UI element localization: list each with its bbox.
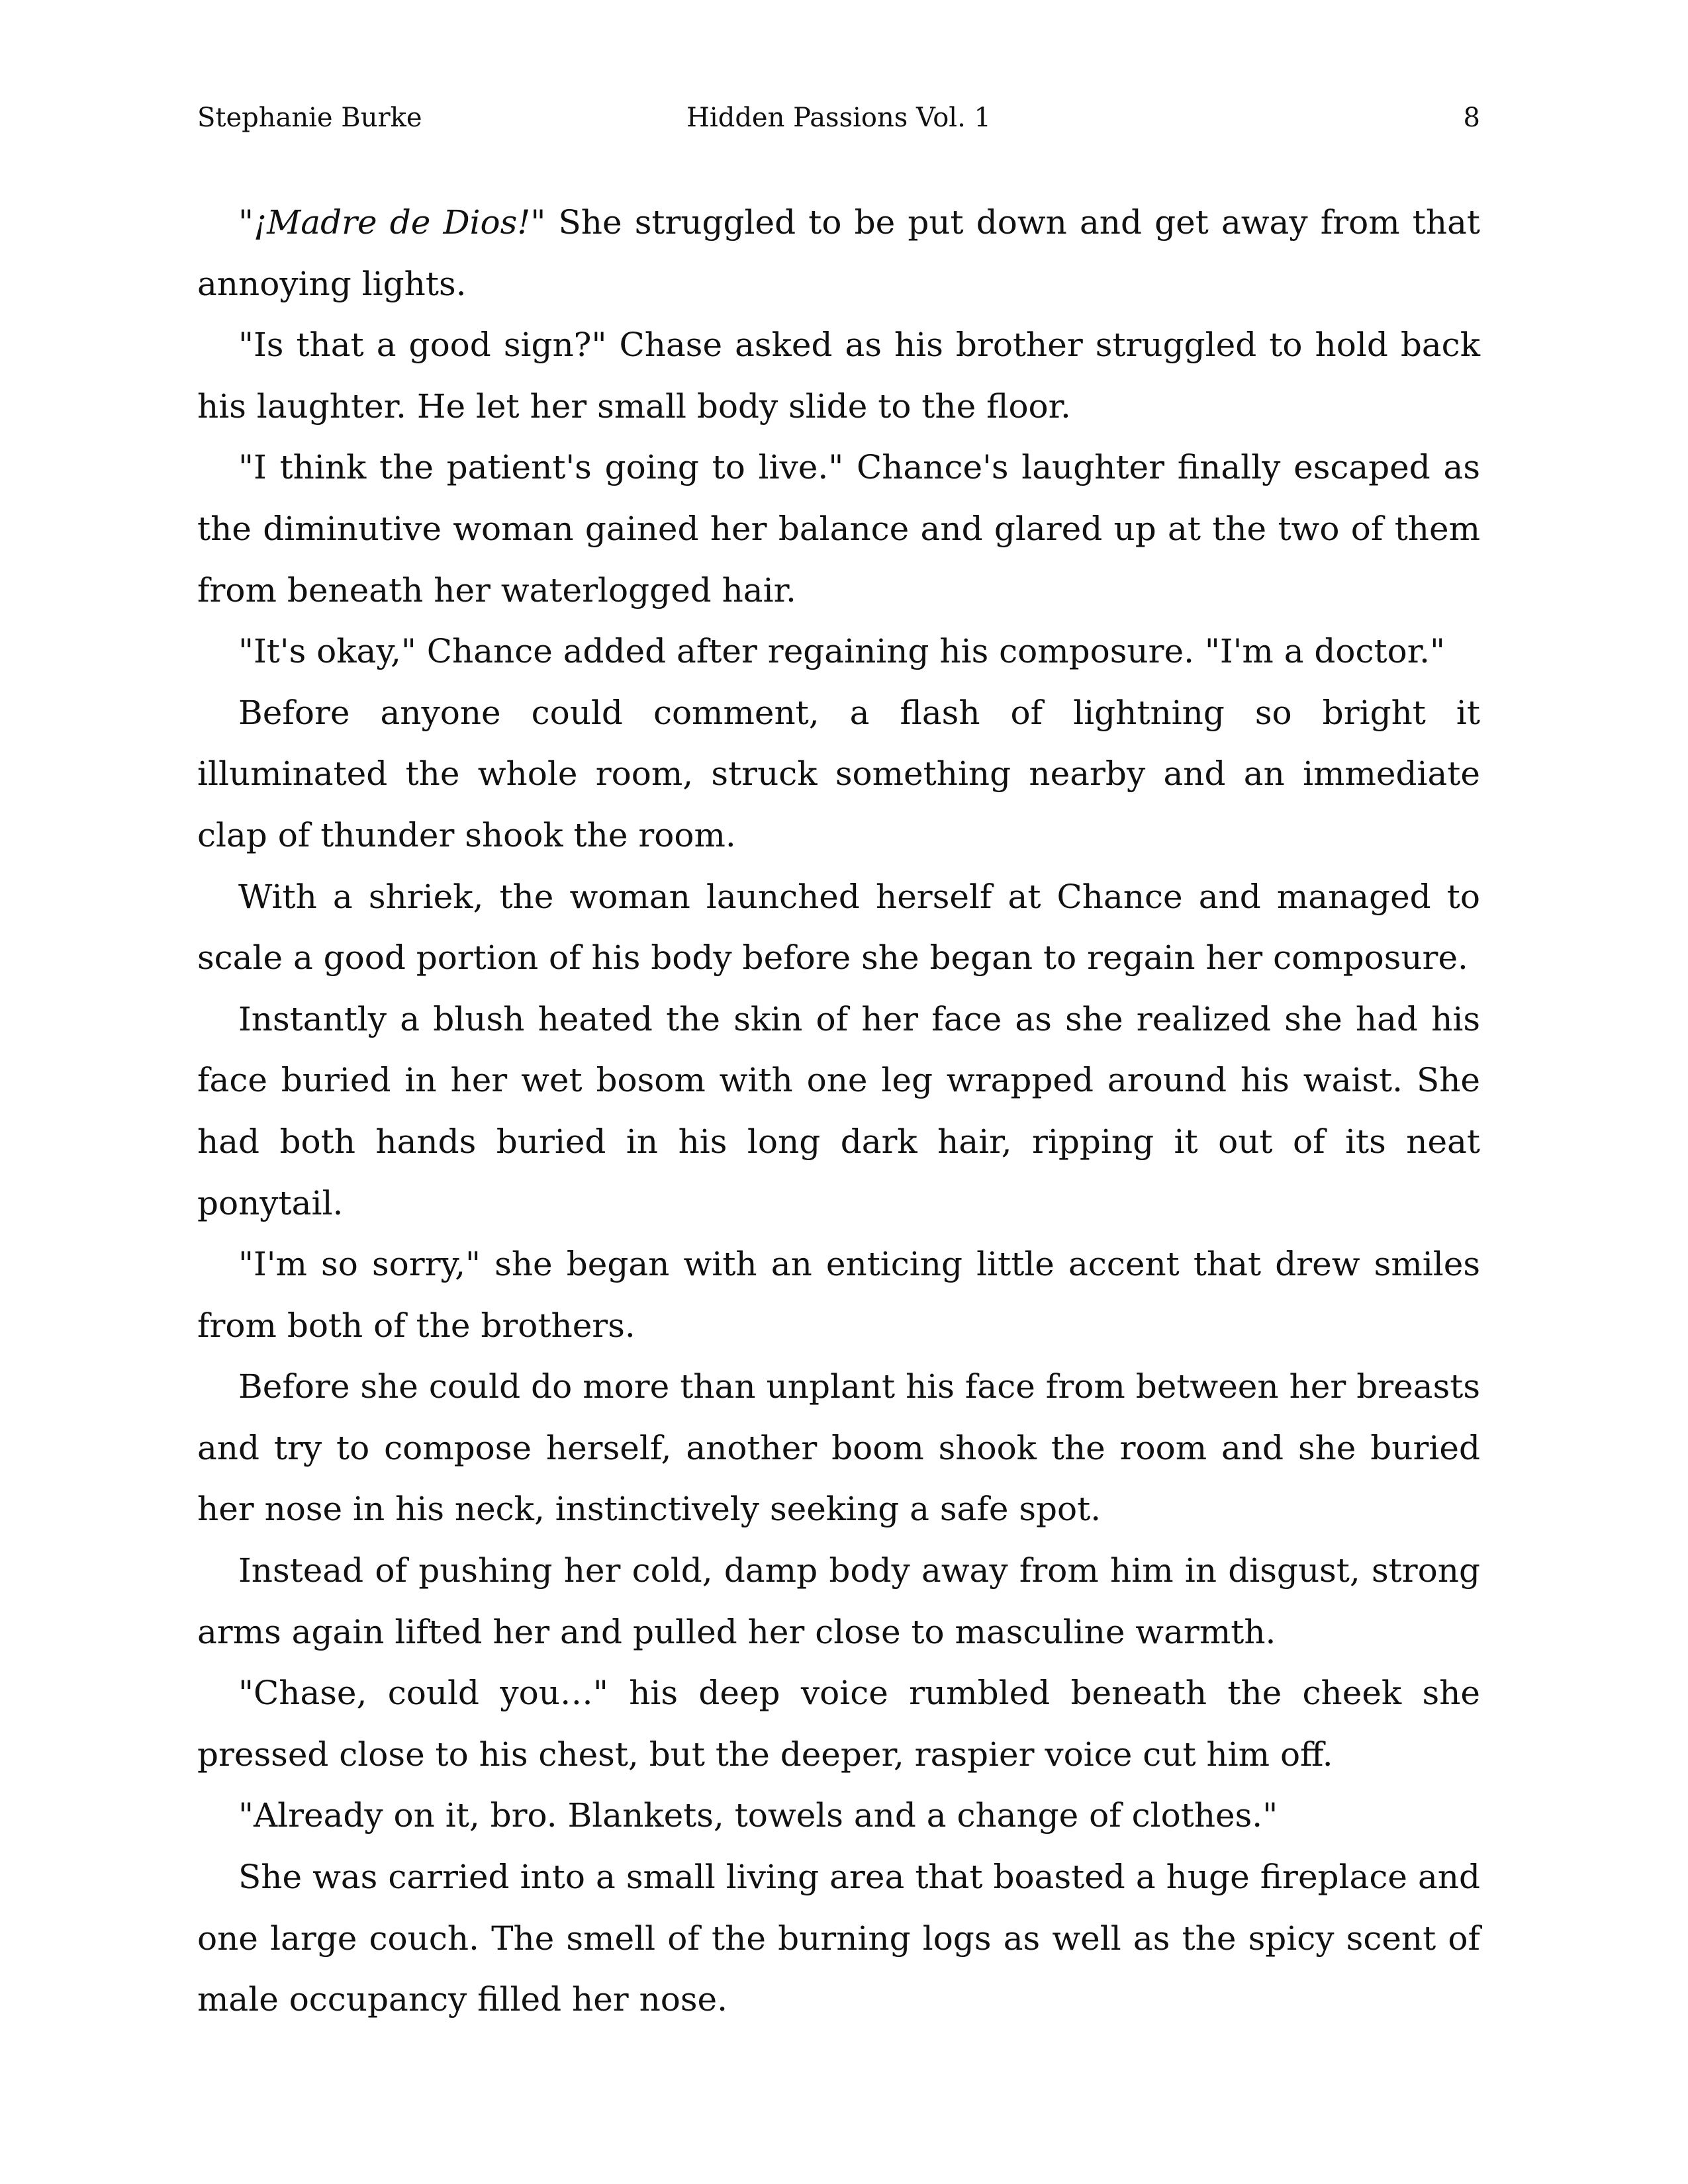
paragraph: Before anyone could comment, a flash of lightning so bright it illuminated the whole room, struck something nearby and an immediate clap of thunder shook the room. <box>197 693 1480 854</box>
paragraph: "Chase, could you…" his deep voice rumbled beneath the cheek she pressed close to his chest, but the deeper, raspier voice cut him off. <box>197 1674 1480 1774</box>
paragraph: "I think the patient's going to live." Chance's laughter finally escaped as the diminutive woman gained her balance and glared up at the two of them from beneath her waterlogged hair. <box>197 448 1480 610</box>
header-author: Stephanie Burke <box>197 103 422 133</box>
italic-phrase: ¡Madre de Dios! <box>254 203 531 242</box>
paragraph: Instantly a blush heated the skin of her face as she realized she had his face buried in her wet bosom with one leg wrapped around his waist. She had both hands buried in his long dark hair, ripping it out of its neat ponytail. <box>197 999 1480 1222</box>
paragraph: She was carried into a small living area that boasted a huge fireplace and one large couch. The smell of the burning logs as well as the spicy scent of male occupancy filled her nose. <box>197 1858 1480 2019</box>
body-text <box>197 192 1480 2030</box>
header-page-number: 8 <box>1463 103 1480 133</box>
paragraph: "Already on it, bro. Blankets, towels and a change of clothes." <box>238 1796 1278 1835</box>
page-header <box>197 98 1480 138</box>
paragraph: "¡Madre de Dios!" She struggled to be put down and get away from that annoying lights. <box>197 203 1480 303</box>
paragraph: "I'm so sorry," she began with an enticing little accent that drew smiles from both of the brothers. <box>197 1245 1480 1345</box>
paragraph: Before she could do more than unplant his face from between her breasts and try to compose herself, another boom shook the room and she buried her nose in his neck, instinctively seeking a safe spot. <box>197 1367 1480 1529</box>
paragraph: "Is that a good sign?" Chase asked as his brother struggled to hold back his laughter. He let her small body slide to the floor. <box>197 326 1480 426</box>
paragraph: "It's okay," Chance added after regaining his composure. "I'm a doctor." <box>238 632 1446 671</box>
header-book-title: Hidden Passions Vol. 1 <box>686 103 991 133</box>
paragraph: Instead of pushing her cold, damp body away from him in disgust, strong arms again lifted her and pulled her close to masculine warmth. <box>197 1551 1480 1651</box>
paragraph: With a shriek, the woman launched herself at Chance and managed to scale a good portion of his body before she began to regain her composure. <box>197 877 1480 978</box>
